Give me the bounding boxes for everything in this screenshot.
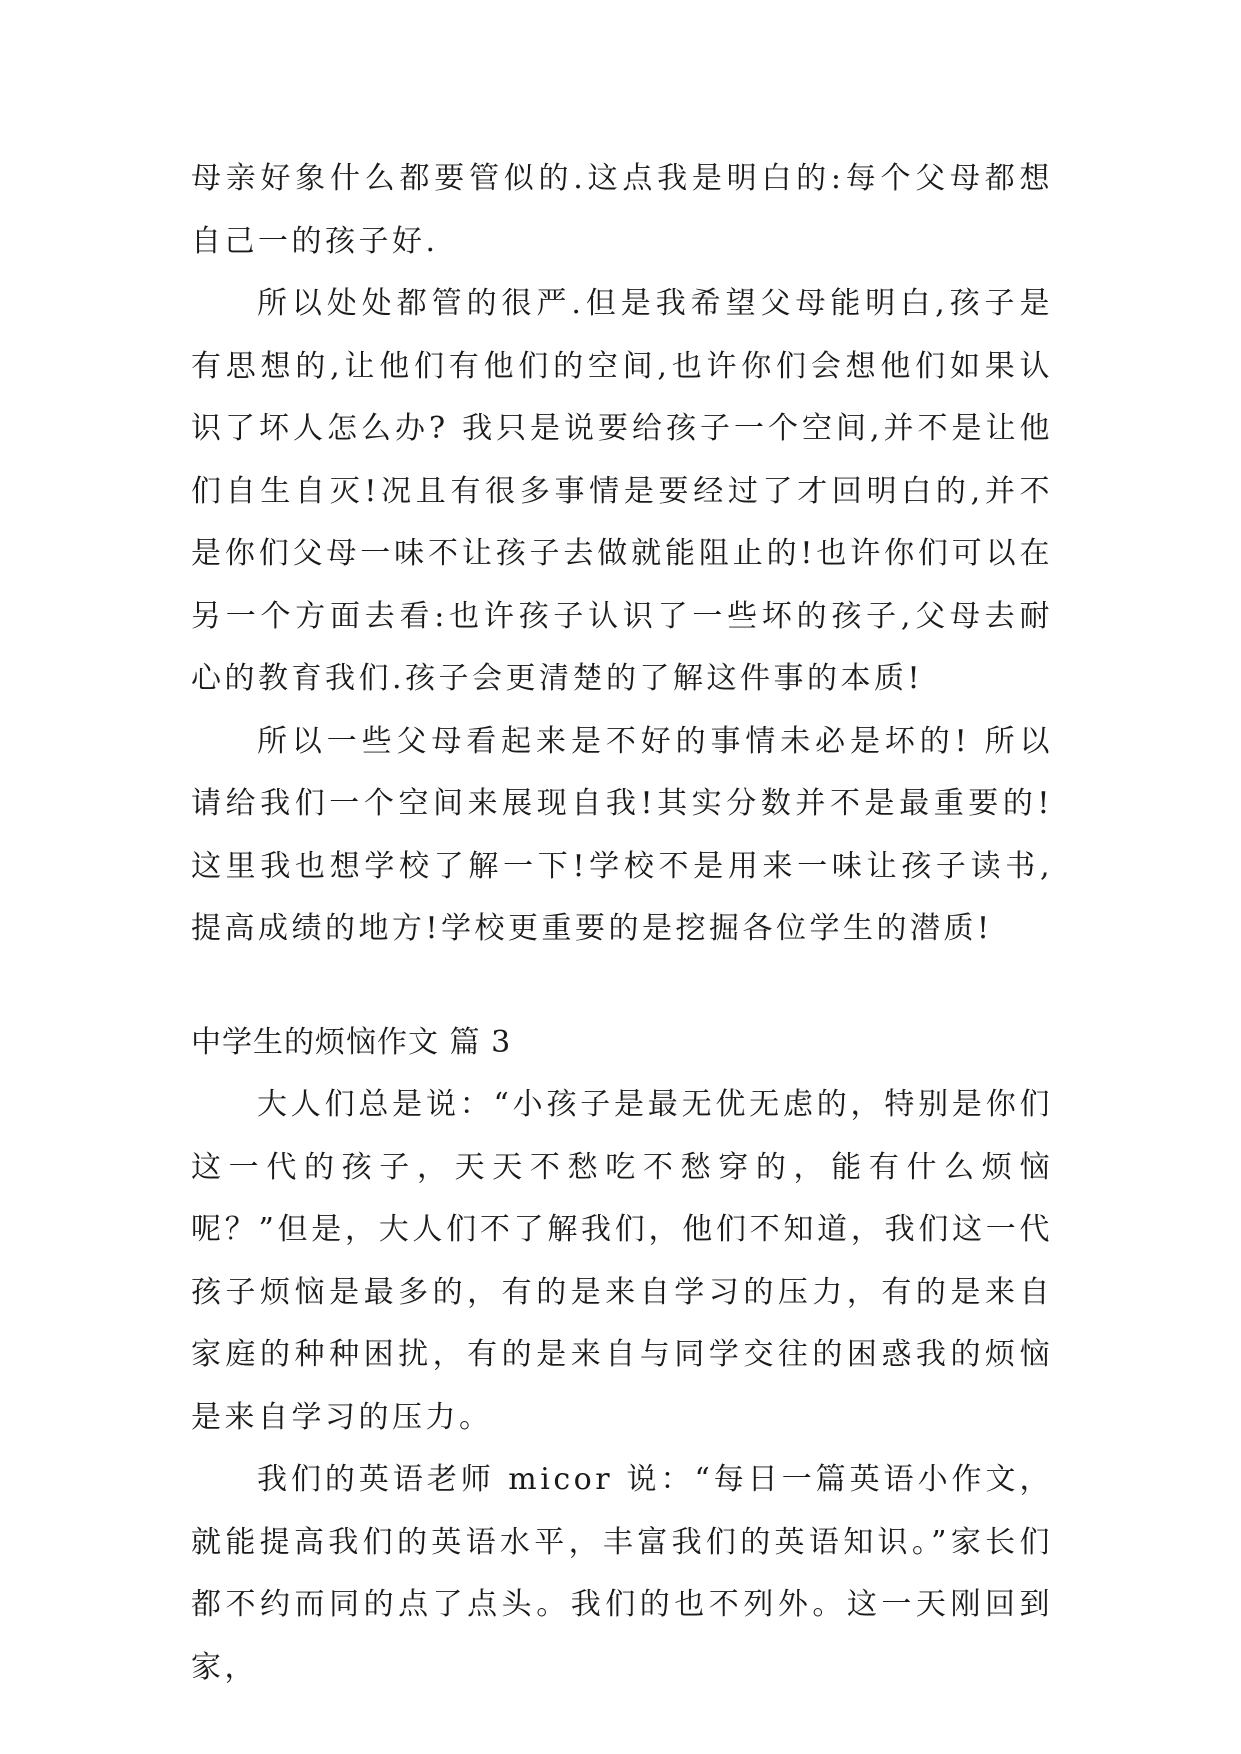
- paragraph: 所以一些父母看起来是不好的事情未必是坏的! 所以请给我们一个空间来展现自我!其实分数并不是最重要的! 这里我也想学校了解一下!学校不是用来一味让孩子读书,提高成绩的地方!学校更重要的是挖掘各位学生的潜质!: [191, 723, 1053, 946]
- document-body: [191, 148, 1053, 1699]
- paragraph: 所以处处都管的很严.但是我希望父母能明白,孩子是有思想的,让他们有他们的空间,也许你们会想他们如果认识了坏人怎么办? 我只是说要给孩子一个空间,并不是让他们自生自灭!况且有很多事情是要经过了才回明白的,并不是你们父母一味不让孩子去做就能阻止的!也许你们可以在另一个方面去看:也许孩子认识了一些坏的孩子,父母去耐心的教育我们.孩子会更清楚的了解这件事的本质!: [191, 286, 1053, 696]
- paragraph: 大人们总是说：“小孩子是最无优无虑的，特别是你们这一代的孩子，天天不愁吃不愁穿的，能有什么烦恼呢？”但是，大人们不了解我们，他们不知道，我们这一代孩子烦恼是最多的，有的是来自学习的压力，有的是来自家庭的种种困扰，有的是来自与同学交往的困惑我的烦恼是来自学习的压力。: [191, 1087, 1053, 1435]
- paragraph-continued: 母亲好象什么都要管似的.这点我是明白的:每个父母都想自己一的孩子好.: [191, 161, 1053, 259]
- paragraph: 我们的英语老师 micor 说：“每日一篇英语小作文，就能提高我们的英语水平，丰富我们的英语知识。”家长们都不约而同的点了点头。我们的也不列外。这一天刚回到家，: [191, 1462, 1053, 1685]
- section-heading: 中学生的烦恼作文 篇 3: [191, 1024, 512, 1060]
